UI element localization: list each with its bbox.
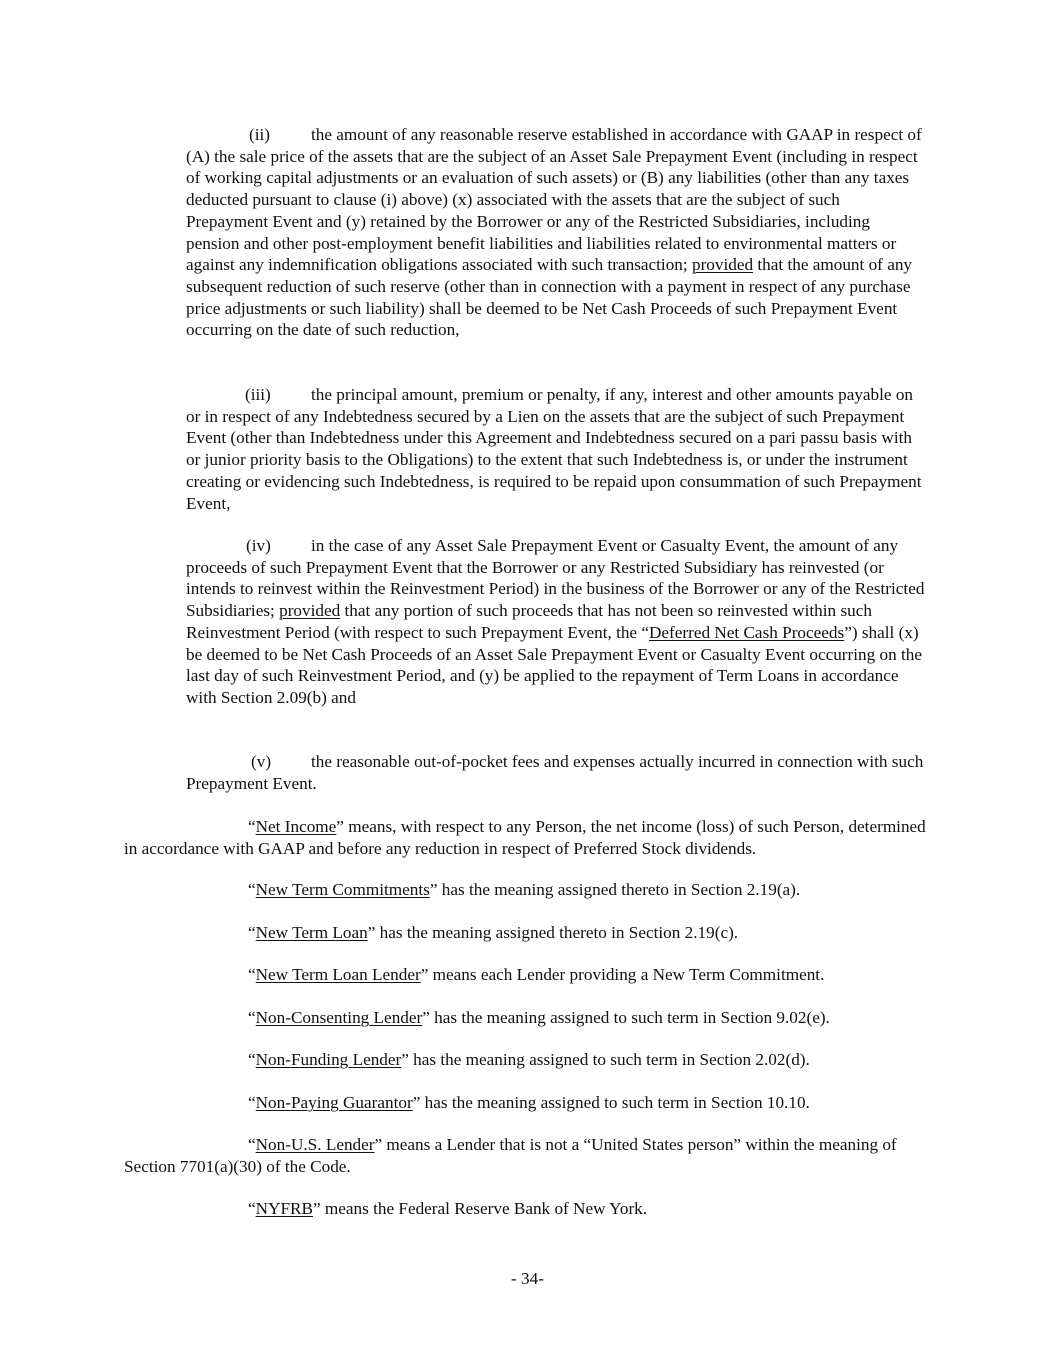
open-quote: “ [248, 923, 256, 942]
definition-non-paying-guarantor [124, 1092, 926, 1114]
definition-text: ” means each Lender providing a New Term Commitment. [420, 965, 825, 984]
definition-net-income [124, 816, 926, 859]
clause-number: (iii) [245, 385, 271, 404]
clause-ii [186, 124, 926, 341]
clause-text-end: ”) shall (x) be deemed to be Net Cash Proceeds of an Asset Sale Prepayment Event or Casualty Event occurring on the last day of such Reinvestment Period, and (y) be applied to the repayment of Term Loans in accordance with Section 2.09(b) and [186, 622, 922, 707]
definition-new-term-loan [124, 922, 926, 944]
open-quote: “ [248, 1093, 256, 1112]
definition-nyfrb [124, 1198, 926, 1220]
open-quote: “ [248, 817, 256, 836]
definition-text: ” means, with respect to any Person, the net income (loss) of such Person, determined in accordance with GAAP and before any reduction in respect of Preferred Stock dividends. [124, 817, 926, 858]
clause-text-cont: that any portion of such proceeds that has not been so reinvested within such Reinvestment Period (with respect to such Prepayment Event, the “ [186, 601, 872, 642]
clause-number: (iv) [246, 536, 271, 555]
defined-term: Net Income [255, 817, 337, 836]
open-quote: “ [248, 1199, 256, 1218]
defined-term: New Term Commitments [255, 880, 430, 899]
open-quote: “ [248, 880, 256, 899]
provided-term: provided [691, 255, 754, 275]
defined-term: New Term Loan Lender [255, 965, 421, 984]
clause-text: the principal amount, premium or penalty, if any, interest and other amounts payable on or in respect of any Indebtedness secured by a Lien on the assets that are the subject of such Prepayment Event (other than Indebtedness under this Agreement and Indebtedness secured on a pari passu basis with or junior priority basis to the Obligations) to the extent that such Indebtedness is, or under the instrument creating or evidencing such Indebtedness, is required to be repaid upon consummation of such Prepayment Event, [186, 385, 922, 513]
clause-iv [186, 535, 926, 709]
defined-term: NYFRB [255, 1199, 313, 1218]
definition-non-funding-lender [124, 1049, 926, 1071]
clause-text: the reasonable out-of-pocket fees and expenses actually incurred in connection with such Prepayment Event. [186, 752, 924, 793]
definition-text: ” has the meaning assigned to such term in Section 2.02(d). [401, 1050, 810, 1069]
open-quote: “ [248, 1050, 256, 1069]
definition-new-term-commitments [124, 879, 926, 901]
page-number: - 34- [511, 1269, 544, 1288]
definition-non-consenting-lender [124, 1007, 926, 1029]
defined-term: Non-Consenting Lender [255, 1008, 423, 1027]
defined-term: Non-Paying Guarantor [255, 1093, 413, 1112]
clause-text: in the case of any Asset Sale Prepayment Event or Casualty Event, the amount of any proceeds of such Prepayment Event that the Borrower or any Restricted Subsidiary has reinvested (or intends to reinvest within the Reinvestment Period) in the business of the Borrower or any of the Restricted Subsidiaries; [186, 536, 925, 621]
open-quote: “ [248, 965, 256, 984]
clause-text: the amount of any reasonable reserve established in accordance with GAAP in respect of (A) the sale price of the assets that are the subject of an Asset Sale Prepayment Event (including in respect of working capital adjustments or an evaluation of such assets) or (B) any liabilities (other than any taxes deducted pursuant to clause (i) above) (x) associated with the assets that are the subject of such Prepayment Event and (y) retained by the Borrower or any of the Restricted Subsidiaries, including pension and other post-employment benefit liabilities and liabilities related to environmental matters or against any indemnification obligations associated with such transaction; [186, 125, 922, 275]
open-quote: “ [248, 1135, 256, 1154]
open-quote: “ [248, 1008, 256, 1027]
provided-term: provided [279, 601, 341, 621]
definition-text: ” means a Lender that is not a “United States person” within the meaning of Section 7701(a)(30) of the Code. [124, 1135, 897, 1176]
clause-number: (v) [251, 752, 272, 771]
defined-term: New Term Loan [255, 923, 368, 942]
definition-text: ” has the meaning assigned thereto in Section 2.19(c). [367, 923, 739, 942]
definition-text: ” has the meaning assigned to such term in Section 10.10. [412, 1093, 810, 1112]
defined-term: Deferred Net Cash Proceeds [649, 622, 845, 642]
clause-v [186, 751, 926, 794]
clause-iii [186, 384, 926, 514]
clause-text-cont: that the amount of any subsequent reduction of such reserve (other than in connection with a payment in respect of any purchase price adjustments or such liability) shall be deemed to be Net Cash Proceeds of such Prepayment Event occurring on the date of such reduction, [186, 255, 913, 340]
definition-non-us-lender [124, 1134, 926, 1177]
definition-text: ” has the meaning assigned to such term in Section 9.02(e). [422, 1008, 830, 1027]
defined-term: Non-U.S. Lender [255, 1135, 375, 1154]
definition-text: ” means the Federal Reserve Bank of New York. [312, 1199, 648, 1218]
definition-new-term-loan-lender [124, 964, 926, 986]
defined-term: Non-Funding Lender [255, 1050, 402, 1069]
clause-number: (ii) [249, 125, 270, 144]
definition-text: ” has the meaning assigned thereto in Section 2.19(a). [429, 880, 801, 899]
